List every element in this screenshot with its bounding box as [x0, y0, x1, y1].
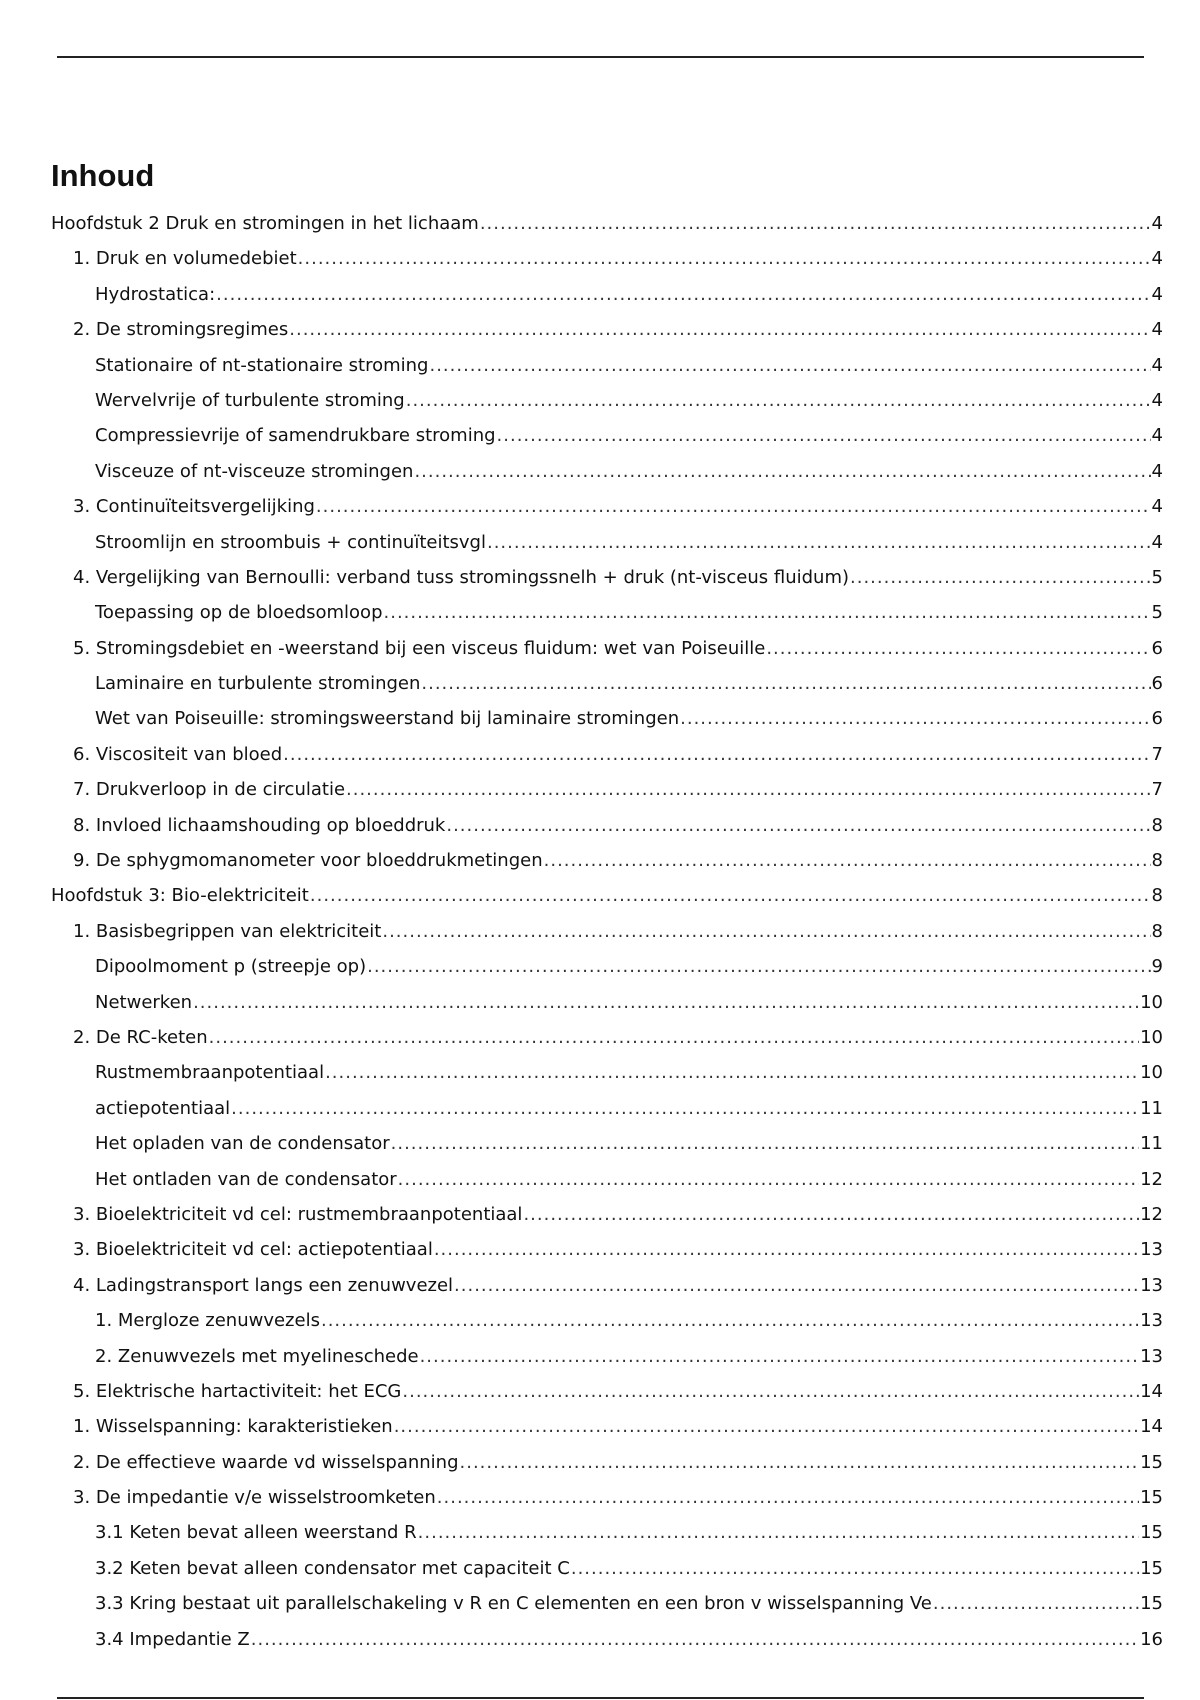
toc-entry-title: 5. Elektrische hartactiviteit: het ECG [73, 1380, 402, 1402]
toc-entry-page-number: 4 [1151, 496, 1163, 518]
toc-dot-leader [571, 1551, 1139, 1586]
toc-entry[interactable] [51, 1020, 1163, 1055]
footer-rule [57, 1697, 1144, 1699]
toc-entry[interactable] [51, 631, 1163, 666]
toc-dot-leader [429, 348, 1150, 383]
toc-entry-page-number: 7 [1151, 779, 1163, 801]
toc-dot-leader [414, 454, 1150, 489]
toc-entry-title: Visceuze of nt-visceuze stromingen [95, 460, 414, 482]
toc-entry[interactable] [51, 525, 1163, 560]
toc-dot-leader [193, 985, 1139, 1020]
toc-dot-leader [391, 1126, 1139, 1161]
toc-dot-leader [434, 1232, 1139, 1267]
toc-entry-title: 5. Stromingsdebiet en -weerstand bij een visceus fluidum: wet van Poiseuille [73, 637, 766, 659]
toc-entry[interactable] [51, 454, 1163, 489]
toc-entry-page-number: 5 [1151, 566, 1163, 588]
toc-dot-leader [216, 277, 1150, 312]
toc-entry-page-number: 4 [1151, 531, 1163, 553]
toc-entry-title: Toepassing op de bloedsomloop [95, 602, 383, 624]
toc-dot-leader [321, 1303, 1139, 1338]
toc-entry-title: 3.2 Keten bevat alleen condensator met capaciteit C [95, 1557, 570, 1579]
toc-dot-leader [420, 1339, 1140, 1374]
toc-entry[interactable] [51, 914, 1163, 949]
toc-entry-title: 3.3 Kring bestaat uit parallelschakeling v R en C elementen en een bron v wisselspanning Ve [95, 1593, 932, 1615]
toc-entry-title: 7. Drukverloop in de circulatie [73, 779, 346, 801]
toc-dot-leader [480, 206, 1151, 241]
toc-entry-page-number: 15 [1140, 1593, 1163, 1615]
toc-entry[interactable] [51, 1445, 1163, 1480]
toc-dot-leader [251, 1622, 1139, 1657]
toc-entry-title: 8. Invloed lichaamshouding op bloeddruk [73, 814, 446, 836]
toc-entry-title: 1. Wisselspanning: karakteristieken [73, 1416, 393, 1438]
toc-entry-page-number: 9 [1151, 956, 1163, 978]
toc-entry[interactable] [51, 206, 1163, 241]
toc-entry[interactable] [51, 1622, 1163, 1657]
toc-entry-page-number: 13 [1140, 1239, 1163, 1261]
page-title: Inhoud [51, 158, 155, 193]
toc-entry[interactable] [51, 1515, 1163, 1550]
toc-entry-title: 3. Bioelektriciteit vd cel: rustmembraanpotentiaal [73, 1203, 523, 1225]
toc-dot-leader [346, 772, 1151, 807]
toc-entry[interactable] [51, 560, 1163, 595]
toc-entry-page-number: 6 [1151, 708, 1163, 730]
toc-entry-page-number: 4 [1151, 213, 1163, 234]
toc-entry[interactable] [51, 1303, 1163, 1338]
toc-entry-page-number: 15 [1140, 1487, 1163, 1509]
toc-entry-page-number: 13 [1140, 1345, 1163, 1367]
toc-dot-leader [394, 1409, 1139, 1444]
toc-entry-page-number: 10 [1140, 991, 1163, 1013]
toc-dot-leader [367, 949, 1150, 984]
toc-entry-page-number: 10 [1140, 1062, 1163, 1084]
toc-entry-title: 4. Ladingstransport langs een zenuwvezel [73, 1274, 454, 1296]
toc-entry-title: actiepotentiaal [95, 1097, 231, 1119]
toc-entry-title: Stroomlijn en stroombuis + continuïteitsvgl [95, 531, 486, 553]
toc-entry-page-number: 14 [1140, 1416, 1163, 1438]
toc-entry-page-number: 11 [1140, 1097, 1163, 1119]
toc-entry-title: Netwerken [95, 991, 193, 1013]
toc-entry-page-number: 13 [1140, 1274, 1163, 1296]
toc-entry-title: Hoofdstuk 3: Bio-elektriciteit [51, 885, 309, 907]
toc-entry-page-number: 8 [1151, 920, 1163, 942]
toc-entry-page-number: 7 [1151, 743, 1163, 765]
toc-dot-leader [850, 560, 1151, 595]
toc-entry-title: 9. De sphygmomanometer voor bloeddrukmetingen [73, 850, 543, 872]
toc-dot-leader [454, 1268, 1139, 1303]
toc-entry[interactable] [51, 1409, 1163, 1444]
toc-dot-leader [402, 1374, 1139, 1409]
toc-entry-title: Laminaire en turbulente stromingen [95, 673, 421, 695]
toc-dot-leader [398, 1162, 1139, 1197]
toc-dot-leader [446, 808, 1150, 843]
toc-entry[interactable] [51, 737, 1163, 772]
toc-entry-title: 3.1 Keten bevat alleen weerstand R [95, 1522, 417, 1544]
toc-entry[interactable] [51, 312, 1163, 347]
toc-dot-leader [283, 737, 1150, 772]
toc-entry-title: 2. De stromingsregimes [73, 319, 289, 341]
toc-entry[interactable] [51, 701, 1163, 736]
toc-entry-page-number: 5 [1151, 602, 1163, 624]
toc-dot-leader [298, 241, 1151, 276]
toc-entry-title: 3. Bioelektriciteit vd cel: actiepotentiaal [73, 1239, 433, 1261]
toc-entry[interactable] [51, 383, 1163, 418]
toc-entry-title: 3.4 Impedantie Z [95, 1628, 250, 1650]
toc-entry[interactable] [51, 1586, 1163, 1621]
toc-entry[interactable] [51, 666, 1163, 701]
toc-entry-page-number: 15 [1140, 1451, 1163, 1473]
toc-dot-leader [497, 418, 1151, 453]
toc-dot-leader [523, 1197, 1139, 1232]
toc-entry[interactable] [51, 985, 1163, 1020]
toc-dot-leader [406, 383, 1151, 418]
toc-entry-title: Het ontladen van de condensator [95, 1168, 397, 1190]
toc-entry[interactable] [51, 772, 1163, 807]
toc-entry[interactable] [51, 418, 1163, 453]
toc-dot-leader [933, 1586, 1139, 1621]
toc-dot-leader [231, 1091, 1139, 1126]
toc-entry[interactable] [51, 1126, 1163, 1161]
toc-entry-title: 1. Druk en volumedebiet [73, 248, 297, 270]
toc-entry-page-number: 14 [1140, 1380, 1163, 1402]
toc-entry-page-number: 4 [1151, 425, 1163, 447]
toc-entry-title: Het opladen van de condensator [95, 1133, 390, 1155]
toc-dot-leader [680, 701, 1150, 736]
toc-dot-leader [209, 1020, 1139, 1055]
toc-entry-page-number: 10 [1140, 1026, 1163, 1048]
toc-entry[interactable] [51, 489, 1163, 524]
toc-dot-leader [325, 1055, 1139, 1090]
toc-dot-leader [310, 878, 1151, 913]
toc-dot-leader [421, 666, 1150, 701]
toc-entry-page-number: 12 [1140, 1168, 1163, 1190]
toc-dot-leader [418, 1515, 1139, 1550]
toc-entry[interactable] [51, 1055, 1163, 1090]
toc-dot-leader [766, 631, 1150, 666]
toc-entry-title: Rustmembraanpotentiaal [95, 1062, 325, 1084]
toc-entry-page-number: 4 [1151, 389, 1163, 411]
toc-entry-page-number: 13 [1140, 1310, 1163, 1332]
toc-entry[interactable] [51, 843, 1163, 878]
toc-entry-title: Wervelvrije of turbulente stroming [95, 389, 405, 411]
toc-entry-title: 2. Zenuwvezels met myelineschede [95, 1345, 419, 1367]
toc-entry-title: 2. De effectieve waarde vd wisselspanning [73, 1451, 459, 1473]
header-rule [57, 56, 1144, 58]
toc-entry-page-number: 6 [1151, 673, 1163, 695]
toc-entry[interactable] [51, 878, 1163, 913]
toc-entry[interactable] [51, 1374, 1163, 1409]
toc-entry-title: 1. Basisbegrippen van elektriciteit [73, 920, 382, 942]
toc-entry[interactable] [51, 595, 1163, 630]
toc-entry[interactable] [51, 1268, 1163, 1303]
toc-entry-page-number: 4 [1151, 319, 1163, 341]
toc-dot-leader [382, 914, 1150, 949]
toc-entry-title: Compressievrije of samendrukbare stroming [95, 425, 496, 447]
toc-entry-title: 2. De RC-keten [73, 1026, 208, 1048]
toc-entry-page-number: 4 [1151, 460, 1163, 482]
toc-entry-page-number: 15 [1140, 1557, 1163, 1579]
toc-entry-page-number: 8 [1151, 850, 1163, 872]
toc-entry-page-number: 15 [1140, 1522, 1163, 1544]
toc-entry[interactable] [51, 241, 1163, 276]
toc-entry-title: Wet van Poiseuille: stromingsweerstand bij laminaire stromingen [95, 708, 680, 730]
toc-dot-leader [487, 525, 1151, 560]
toc-dot-leader [437, 1480, 1139, 1515]
toc-entry[interactable] [51, 1480, 1163, 1515]
toc-entry-page-number: 8 [1151, 885, 1163, 907]
toc-dot-leader [316, 489, 1151, 524]
toc-dot-leader [384, 595, 1151, 630]
toc-entry-title: 1. Mergloze zenuwvezels [95, 1310, 320, 1332]
toc-entry[interactable] [51, 348, 1163, 383]
toc-entry-title: Dipoolmoment p (streepje op) [95, 956, 367, 978]
toc-dot-leader [544, 843, 1151, 878]
toc-entry[interactable] [51, 277, 1163, 312]
toc-entry-page-number: 4 [1151, 354, 1163, 376]
toc-entry-page-number: 6 [1151, 637, 1163, 659]
toc-dot-leader [289, 312, 1150, 347]
toc-entry-title: 3. De impedantie v/e wisselstroomketen [73, 1487, 436, 1509]
toc-entry-page-number: 4 [1151, 248, 1163, 270]
toc-entry-page-number: 16 [1140, 1628, 1163, 1650]
table-of-contents [51, 206, 1163, 1657]
toc-entry[interactable] [51, 1339, 1163, 1374]
toc-entry-title: Hoofdstuk 2 Druk en stromingen in het lichaam [51, 213, 479, 234]
toc-dot-leader [460, 1445, 1140, 1480]
toc-entry-title: 6. Viscositeit van bloed [73, 743, 283, 765]
toc-entry[interactable] [51, 1197, 1163, 1232]
toc-entry-page-number: 12 [1140, 1203, 1163, 1225]
toc-entry[interactable] [51, 949, 1163, 984]
toc-entry-title: 3. Continuïteitsvergelijking [73, 496, 315, 518]
toc-entry[interactable] [51, 1091, 1163, 1126]
toc-entry-title: Stationaire of nt-stationaire stroming [95, 354, 429, 376]
toc-entry[interactable] [51, 1232, 1163, 1267]
toc-entry-title: 4. Vergelijking van Bernoulli: verband tuss stromingssnelh + druk (nt-visceus fluidum) [73, 566, 849, 588]
toc-entry-page-number: 11 [1140, 1133, 1163, 1155]
toc-entry[interactable] [51, 1551, 1163, 1586]
toc-entry-title: Hydrostatica: [95, 283, 216, 305]
toc-entry-page-number: 8 [1151, 814, 1163, 836]
toc-entry[interactable] [51, 808, 1163, 843]
toc-entry-page-number: 4 [1151, 283, 1163, 305]
toc-entry[interactable] [51, 1162, 1163, 1197]
